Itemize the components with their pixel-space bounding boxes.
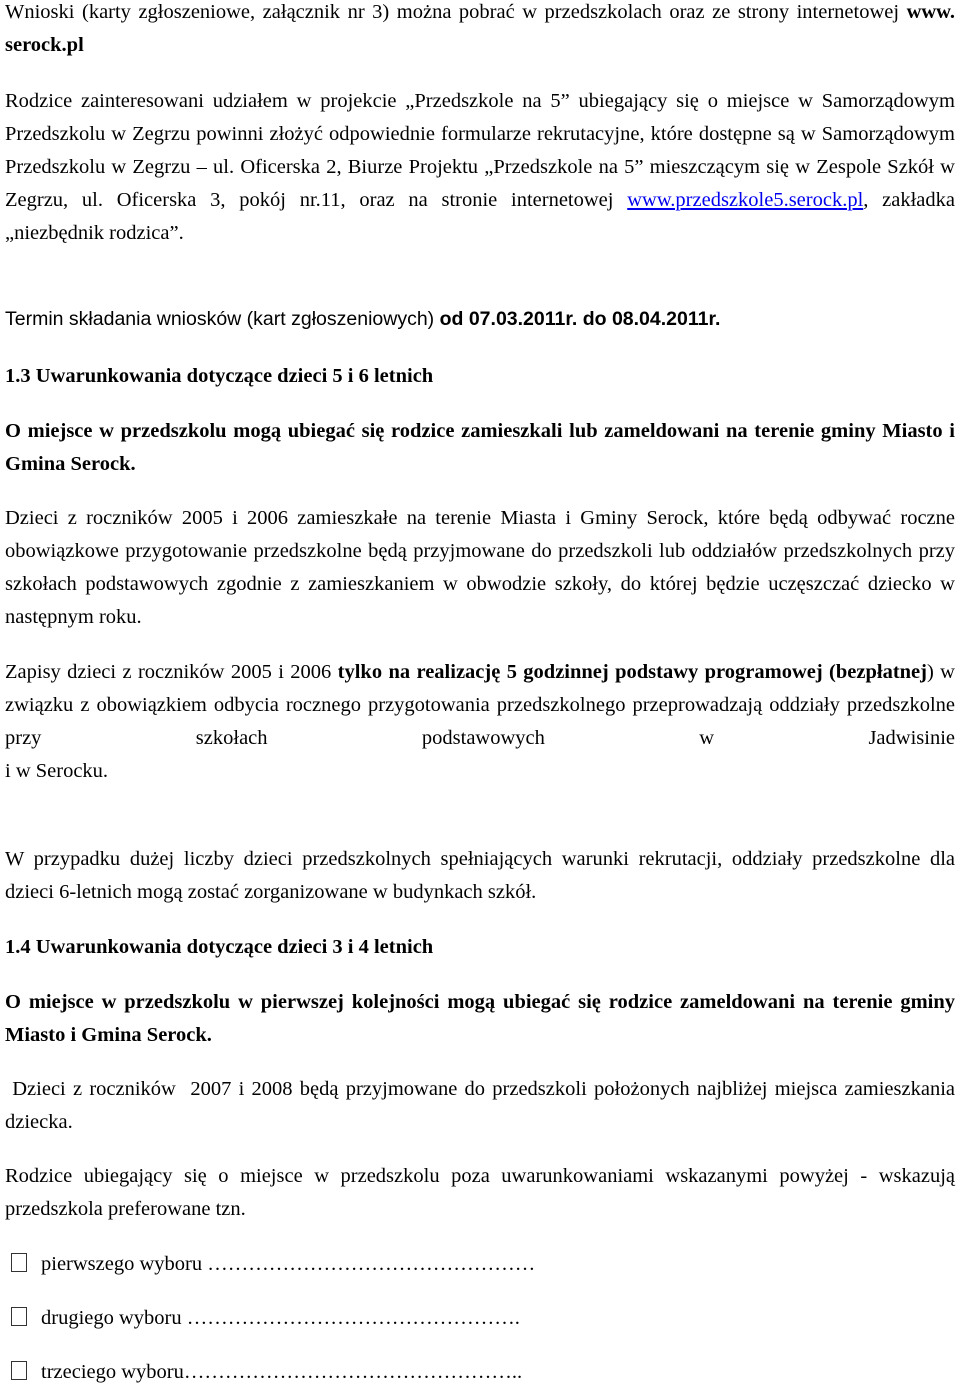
section-1-4-para-2-text: Rodzice ubiegający się o miejsce w przedszkolu poza uwarunkowaniami wskazanymi powyżej - wskazują przedszkola preferowane tzn. xyxy=(5,1165,955,1220)
download-text: Wnioski (karty zgłoszeniowe, załącznik nr 3) można pobrać w przedszkolach oraz ze strony internetowej xyxy=(5,1,907,23)
para-2-bold: tylko na realizację 5 godzinnej podstawy programowej (bezpłatnej xyxy=(337,661,927,683)
section-1-4-bold-paragraph xyxy=(5,986,955,1052)
section-1-3-paragraph-3 xyxy=(5,843,955,909)
project-tab-text: , zakładka „niezbędnik rodzica”. xyxy=(5,189,955,244)
project-website-link[interactable]: www.przedszkole5.serock.pl xyxy=(627,189,864,211)
project-text: Rodzice zainteresowani udziałem w projekcie „Przedszkole na 5” ubiegający się o miejsce w Samorządowym Przedszkolu w Zegrzu powinni złożyć odpowiednie formularze rekrutacyjne, które dostępne są w Samorządowym Przedszkolu w Zegrzu – ul. Oficerska 2, Biurze Projektu „Przedszkole na 5” mieszczącym się w Zespole Szkół w Zegrzu, ul. Oficerska 3, pokój nr.11, oraz na stronie internetowej xyxy=(5,90,955,211)
section-1-4-eligibility: O miejsce w przedszkolu w pierwszej kolejności mogą ubiegać się rodzice zameldowani na terenie gminy Miasto i Gmina Serock. xyxy=(5,991,955,1046)
checkbox-first[interactable] xyxy=(11,1253,27,1272)
intro-download-paragraph xyxy=(5,0,955,62)
section-1-3-eligibility: O miejsce w przedszkolu mogą ubiegać się rodzice zamieszkali lub zameldowani na terenie gminy Miasto i Gmina Serock. xyxy=(5,420,955,475)
section-1-3-paragraph-2 xyxy=(5,656,955,788)
section-1-4-heading: 1.4 Uwarunkowania dotyczące dzieci 3 i 4 letnich xyxy=(5,936,434,958)
section-1-3-heading: 1.3 Uwarunkowania dotyczące dzieci 5 i 6 letnich xyxy=(5,365,434,387)
choice-second-label: drugiego wyboru …………………………………………. xyxy=(41,1307,520,1329)
section-1-3-bold-paragraph xyxy=(5,415,955,481)
website-bold: www. serock.pl xyxy=(5,1,955,56)
section-1-4-paragraph-1 xyxy=(5,1073,960,1139)
choice-first-label: pierwszego wyboru ………………………………………… xyxy=(41,1253,536,1275)
intro-project-paragraph xyxy=(5,85,955,250)
choice-third-label: trzeciego wyboru………………………………………….. xyxy=(41,1361,523,1383)
choice-third xyxy=(5,1356,522,1389)
choice-first xyxy=(5,1248,535,1281)
section-1-3-paragraph-1 xyxy=(5,502,955,634)
section-1-4-para-1-text: Dzieci z roczników 2007 i 2008 będą przyjmowane do przedszkoli położonych najbliżej miejsca zamieszkania dziecka. xyxy=(5,1078,960,1133)
para-2-last-line: i w Serocku. xyxy=(5,760,109,782)
deadline-text: Termin składania wniosków (kart zgłoszeniowych) xyxy=(5,308,440,330)
section-1-3-para-3-text: W przypadku dużej liczby dzieci przedszkolnych spełniających warunki rekrutacji, oddziały przedszkolne dla dzieci 6-letnich mogą zostać zorganizowane w budynkach szkół. xyxy=(5,848,955,903)
checkbox-second[interactable] xyxy=(11,1307,27,1326)
section-1-4-heading-block xyxy=(5,931,955,964)
para-2-rest: ) w związku z obowiązkiem odbycia rocznego przygotowania przedszkolnego przeprowadzają oddziały przedszkolne przy szkołach podstawowych w Jadwisinie xyxy=(5,661,955,749)
deadline-paragraph xyxy=(5,303,955,336)
checkbox-third[interactable] xyxy=(11,1361,27,1380)
section-1-3-para-1-text: Dzieci z roczników 2005 i 2006 zamieszkałe na terenie Miasta i Gminy Serock, które będą odbywać roczne obowiązkowe przygotowanie przedszkolne będą przyjmowane do przedszkoli lub oddziałów przedszkolnych przy szkołach podstawowych zgodnie z zamieszkaniem w obwodzie szkoły, do której będzie uczęszczać dziecko w następnym roku. xyxy=(5,507,955,628)
section-1-4-paragraph-2 xyxy=(5,1160,955,1226)
para-2-intro: Zapisy dzieci z roczników 2005 i 2006 xyxy=(5,661,338,683)
choice-second xyxy=(5,1302,520,1335)
section-1-3-heading-block xyxy=(5,360,955,393)
deadline-dates: od 07.03.2011r. do 08.04.2011r. xyxy=(439,308,721,330)
